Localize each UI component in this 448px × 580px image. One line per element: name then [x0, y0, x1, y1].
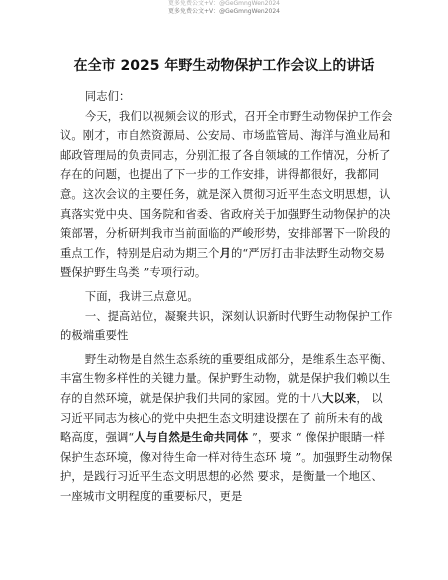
- bold-quote: 人与自然是生命共同体: [134, 430, 249, 445]
- paragraph-text: 的“严厉打击非法野生动物交易暨保护野生鸟类 ”专项行动。: [60, 246, 386, 280]
- paragraph-text: ”，要求 “ 像保护眼睛一样保护生态环境，像对待生命一样对待生态环 境 ”。加强野生动物保护，是践行习近平生态文明思想的必然 要求，是衡量一个地区、一座城市文明程度的重要标尺，更是: [60, 431, 393, 503]
- paragraph-section-1: [60, 350, 394, 507]
- watermark-line-1: 更多免费公文+V：@GeGmngWen2024: [168, 0, 280, 7]
- bold-text: 月: [219, 245, 231, 260]
- bold-text: 大以来: [322, 390, 357, 405]
- salutation: 同志们：: [84, 90, 131, 103]
- section-heading-1: 一、提高站位，凝聚共识，深刻认识新时代野生动物保护工作的极端重要性: [60, 309, 393, 343]
- paragraph-outline: 下面，我讲三点意见。: [84, 289, 199, 303]
- paragraph-text: ， 以习近平同志为核心的党中央把生态文明建设摆在了 前所未有的战略高度，强调“: [60, 391, 383, 445]
- paragraph-text: 野生动物是自然生态系统的重要组成部分，是维系生态平衡、丰富生物多样性的关键力量。保护野生动物，就是保护我们赖以生存的自然环境，就是保护我们共同的家园。党的十八: [60, 352, 393, 405]
- paragraph-opening: [60, 107, 394, 283]
- paragraph-text: 今天，我们以视频会议的形式，召开全市野生动物保护工作会议。刚才，市自然资源局、公安局、市场监管局、海洋与渔业局和邮政管理局的负责同志，分别汇报了各自领域的工作情况，分析了存在的问题，也提出了下一步的工作安排，讲得都很好，我都同意。这次会议的主要任务，就是深入贯彻习近平生态文明思想，认真落实党中央、国务院和省委、省政府关于加强野生动物保护的决策部署，分析研判我市当前面临的严峻形势，安排部署下一阶段的重点工作，特别是启动为期三个: [60, 109, 393, 260]
- watermark-line-2: 更多免费公文+V：@GeGmngWen2024: [168, 8, 280, 15]
- document-title: 在全市 2025 年野生动物保护工作会议上的讲话: [73, 58, 375, 74]
- document-body: [60, 87, 394, 506]
